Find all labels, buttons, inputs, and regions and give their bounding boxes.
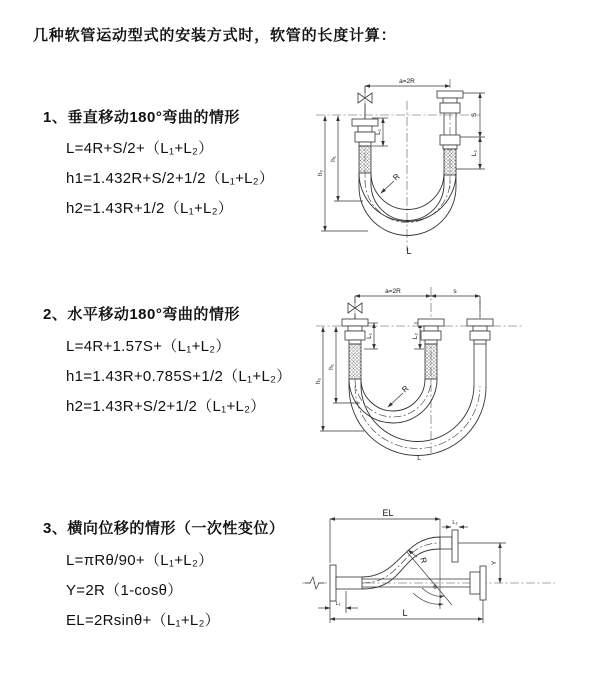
dim-label-l1: L₁ bbox=[375, 129, 382, 135]
dim-label-h1: h₁ bbox=[328, 364, 335, 370]
section-1-formula-h1: h1=1.432R+S/2+1/2（L₁+L₂） bbox=[66, 170, 275, 187]
radius-leader bbox=[388, 393, 403, 407]
dim-label-a2r: a=2R bbox=[385, 288, 401, 295]
hose-u-bend bbox=[359, 173, 456, 236]
dim-label-l1: L₁ bbox=[366, 333, 373, 339]
dim-label-a2r: a=2R bbox=[399, 78, 415, 85]
diagram-vertical-180-bend bbox=[308, 73, 548, 258]
length-label: L bbox=[417, 455, 421, 462]
dim-label-h2: h₂ bbox=[315, 377, 322, 385]
dim-label-s: s bbox=[453, 288, 457, 295]
section-2-formula-L: L=4R+1.57S+（L₁+L₂） bbox=[66, 338, 231, 355]
dim-label-l2: L₂ bbox=[412, 332, 419, 340]
radius-label: R bbox=[391, 171, 402, 183]
hose-s-curve bbox=[362, 537, 440, 589]
dim-label-h2: h₂ bbox=[317, 169, 324, 177]
section-2-formula-h1: h1=1.43R+0.785S+1/2（L₁+L₂） bbox=[66, 368, 292, 385]
dim-label-l2: L₂ bbox=[471, 149, 478, 157]
diagram3-labels bbox=[336, 508, 498, 618]
page-title: 几种软管运动型式的安装方式时，软管的长度计算： bbox=[33, 27, 397, 44]
length-label: L bbox=[402, 608, 408, 618]
pipe-break-symbol bbox=[305, 577, 324, 589]
section-3-formula-EL: EL=2Rsinθ+（L₁+L₂） bbox=[66, 612, 220, 629]
dim-label-l2: L₂ bbox=[452, 520, 458, 526]
radius-label: R bbox=[418, 556, 429, 565]
diagram-lateral-displacement bbox=[300, 505, 595, 635]
dim-label-el: EL bbox=[382, 508, 394, 518]
dim-label-s: S bbox=[471, 112, 478, 118]
section-3-heading: 3、横向位移的情形（一次性变位） bbox=[43, 520, 285, 537]
radius-leader bbox=[381, 181, 394, 193]
dimension-lines bbox=[318, 519, 506, 623]
section-1-heading: 1、垂直移动180°弯曲的情形 bbox=[43, 109, 240, 126]
section-2-formula-h2: h2=1.43R+S/2+1/2（L₁+L₂） bbox=[66, 398, 266, 415]
angle-label-theta: θ bbox=[433, 584, 437, 591]
centerlines bbox=[316, 287, 523, 453]
dim-label-h1: h₁ bbox=[330, 156, 337, 162]
right-pipe-fitting bbox=[467, 319, 493, 387]
upper-flange bbox=[440, 530, 458, 562]
dim-label-y: Y bbox=[491, 560, 498, 566]
radius-label: R bbox=[400, 383, 411, 395]
hose-u-bends bbox=[349, 379, 486, 456]
section-1-formula-h2: h2=1.43R+1/2（L₁+L₂） bbox=[66, 200, 234, 217]
diagram-horizontal-180-bend bbox=[308, 281, 553, 466]
section-2-heading: 2、水平移动180°弯曲的情形 bbox=[43, 306, 240, 323]
construction-lines bbox=[407, 519, 452, 609]
section-3-formula-L: L=πRθ/90+（L₁+L₂） bbox=[66, 552, 214, 569]
length-label: L bbox=[406, 246, 412, 256]
section-3-formula-Y: Y=2R（1-cosθ） bbox=[66, 582, 183, 599]
section-1-formula-L: L=4R+S/2+（L₁+L₂） bbox=[66, 140, 214, 157]
dim-label-l1: L₁ bbox=[335, 601, 341, 607]
